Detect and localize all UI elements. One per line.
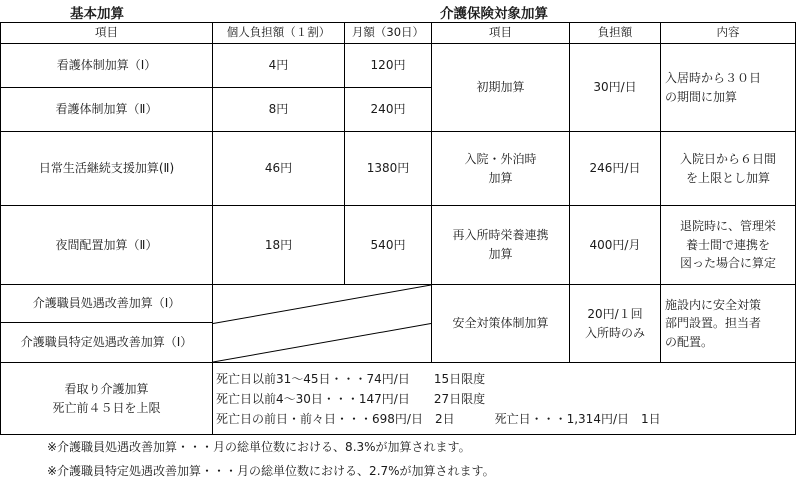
basic-addition-title: 基本加算 [70, 6, 124, 22]
header-personal-burden: 個人負担額（１割） [213, 23, 345, 44]
row-yakan-name: 夜間配置加算（Ⅱ） [1, 206, 213, 285]
sainyusho-content [661, 206, 796, 285]
mitori-detail-line2 [213, 389, 793, 409]
row-kango1-personal: 4円 [213, 44, 345, 88]
anzen-content-line3: の配置。 [665, 334, 714, 349]
sainyusho-content-line3: 図った場合に算定 [679, 256, 776, 271]
row-kango2-name: 看護体制加算（Ⅱ） [1, 88, 213, 132]
mitori-detail-line1 [213, 369, 793, 389]
fee-table [0, 22, 796, 435]
header-burden: 負担額 [570, 23, 661, 44]
mitori-line1-text: 死亡日以前31～45日・・・74円/日 [216, 371, 410, 386]
row-shogu2-name: 介護職員特定処遇改善加算（Ⅰ） [1, 323, 213, 363]
sainyusho-name [432, 206, 570, 285]
header-monthly: 月額（30日） [345, 23, 432, 44]
mitori-name-line2: 死亡前４５日を上限 [52, 400, 161, 415]
header-content: 内容 [661, 23, 796, 44]
nyuin-content-line1: 入院日から６日間 [679, 151, 776, 166]
shoki-content-line2: の期間に加算 [665, 89, 738, 104]
mitori-line2-text: 死亡日以前4～30日・・・147円/日 [216, 391, 410, 406]
row-kango2-monthly: 240円 [345, 88, 432, 132]
not-applicable-cell [213, 285, 432, 363]
mitori-name-line1: 看取り介護加算 [64, 381, 149, 396]
row-mitori-name [1, 363, 213, 435]
sainyusho-name-line1: 再入所時栄養連携 [452, 228, 549, 243]
row-shogu1-name: 介護職員処遇改善加算（Ⅰ） [1, 285, 213, 323]
row-kango1-name: 看護体制加算（Ⅰ） [1, 44, 213, 88]
nyuin-name-line1: 入院・外泊時 [464, 151, 537, 166]
row-yakan-personal: 18円 [213, 206, 345, 285]
anzen-name: 安全対策体制加算 [432, 285, 570, 363]
shoki-burden: 30円/日 [570, 44, 661, 132]
nyuin-content [661, 132, 796, 206]
note-shogu: ※介護職員処遇改善加算・・・月の総単位数における、8.3%が加算されます。 [47, 440, 471, 454]
mitori-detail-line3 [213, 409, 793, 429]
care-insurance-addition-title: 介護保険対象加算 [440, 6, 548, 22]
shoki-content-line1: 入居時から３０日 [665, 70, 762, 85]
header-item-2: 項目 [432, 23, 570, 44]
anzen-content [661, 285, 796, 363]
nyuin-burden: 246円/日 [570, 132, 661, 206]
mitori-line1-limit: 15日限度 [433, 371, 486, 386]
mitori-details [213, 363, 796, 435]
row-nichijo-monthly: 1380円 [345, 132, 432, 206]
row-nichijo-name: 日常生活継続支援加算(Ⅱ) [1, 132, 213, 206]
row-nichijo-personal: 46円 [213, 132, 345, 206]
nyuin-content-line2: を上限とし加算 [685, 170, 770, 185]
anzen-content-line1: 施設内に安全対策 [665, 297, 762, 312]
nyuin-name [432, 132, 570, 206]
sainyusho-burden: 400円/月 [570, 206, 661, 285]
note-tokutei-shogu: ※介護職員特定処遇改善加算・・・月の総単位数における、2.7%が加算されます。 [47, 464, 495, 478]
anzen-burden [570, 285, 661, 363]
shoki-name: 初期加算 [432, 44, 570, 132]
mitori-line2-limit: 27日限度 [433, 391, 486, 406]
row-yakan-monthly: 540円 [345, 206, 432, 285]
diagonal-strike-lines [213, 285, 431, 362]
anzen-burden-line1: 20円/１回 [587, 306, 643, 321]
header-item: 項目 [1, 23, 213, 44]
shoki-content [661, 44, 796, 132]
anzen-content-line2: 部門設置。担当者 [665, 316, 762, 331]
sainyusho-content-line2: 養士間で連携を [685, 237, 770, 252]
sainyusho-content-line1: 退院時に、管理栄 [679, 219, 776, 234]
mitori-line3-b: 死亡日・・・1,314円/日 1日 [494, 411, 661, 426]
row-kango2-personal: 8円 [213, 88, 345, 132]
mitori-line3-a: 死亡日の前日・前々日・・・698円/日 2日 [216, 411, 455, 426]
nyuin-name-line2: 加算 [488, 170, 513, 185]
row-kango1-monthly: 120円 [345, 44, 432, 88]
anzen-burden-line2: 入所時のみ [584, 325, 645, 340]
sainyusho-name-line2: 加算 [488, 247, 513, 261]
